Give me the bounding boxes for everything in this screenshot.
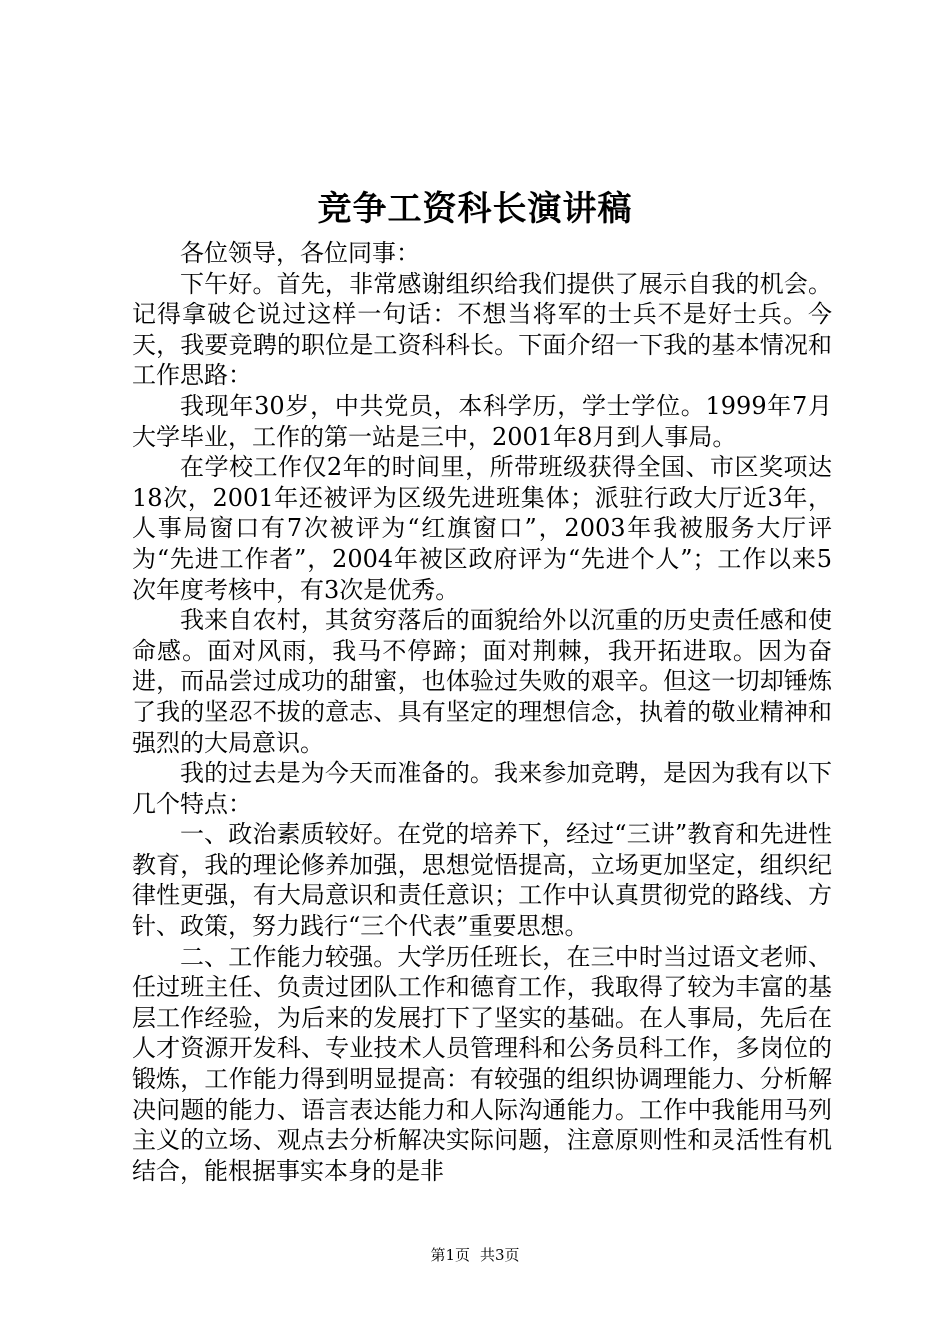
point-two-paragraph: 二、工作能力较强。大学历任班长，在三中时当过语文老师、任过班主任、负责过团队工作和德育工作，我取得了较为丰富的基层工作经验，为后来的发展打下了坚实的基础。在人事局，先后在人才资源开发科、专业技术人员管理科和公务员科工作，多岗位的锻炼，工作能力得到明显提高：有较强的组织协调理能力、分析解决问题的能力、语言表达能力和人际沟通能力。工作中我能用马列主义的立场、观点去分析解决实际问题，注意原则性和灵活性有机结合，能根据事实本身的是非	[132, 942, 832, 1185]
document-title: 竞争工资科长演讲稿	[317, 189, 633, 229]
background-paragraph: 我来自农村，其贫穷落后的面貌给外以沉重的历史责任感和使命感。面对风雨，我马不停蹄；面对荆棘，我开拓进取。因为奋进，而品尝过成功的甜蜜，也体验过失败的艰辛。但这一切却锤炼了我的坚忍不拔的意志、具有坚定的理想信念，执着的敬业精神和强烈的大局意识。	[132, 606, 832, 757]
achievements-paragraph: 在学校工作仅2年的时间里，所带班级获得全国、市区奖项达18次，2001年还被评为区级先进班集体；派驻行政大厅近3年，人事局窗口有7次被评为“红旗窗口”，2003年我被服务大厅评为“先进工作者”，2004年被区政府评为“先进个人”；工作以来5次年度考核中，有3次是优秀。	[132, 453, 832, 604]
document-body	[132, 238, 832, 1186]
basic-info-paragraph: 我现年30岁，中共党员，本科学历，学士学位。1999年7月大学毕业，工作的第一站是三中，2001年8月到人事局。	[132, 391, 832, 451]
page-number: 第1页	[430, 1246, 470, 1264]
point-one-paragraph: 一、政治素质较好。在党的培养下，经过“三讲”教育和先进性教育，我的理论修养加强，思想觉悟提高，立场更加坚定，组织纪律性更强，有大局意识和责任意识；工作中认真贯彻党的路线、方针、政策，努力践行“三个代表”重要思想。	[132, 820, 832, 941]
page-total: 共3页	[480, 1246, 520, 1264]
salutation-paragraph: 各位领导，各位同事：	[180, 239, 420, 267]
page-footer	[0, 1244, 950, 1266]
transition-paragraph: 我的过去是为今天而准备的。我来参加竞聘，是因为我有以下几个特点：	[132, 759, 832, 818]
intro-paragraph: 下午好。首先，非常感谢组织给我们提供了展示自我的机会。记得拿破仑说过这样一句话：不想当将军的士兵不是好士兵。今天，我要竞聘的职位是工资科科长。下面介绍一下我的基本情况和工作思路：	[132, 269, 832, 390]
